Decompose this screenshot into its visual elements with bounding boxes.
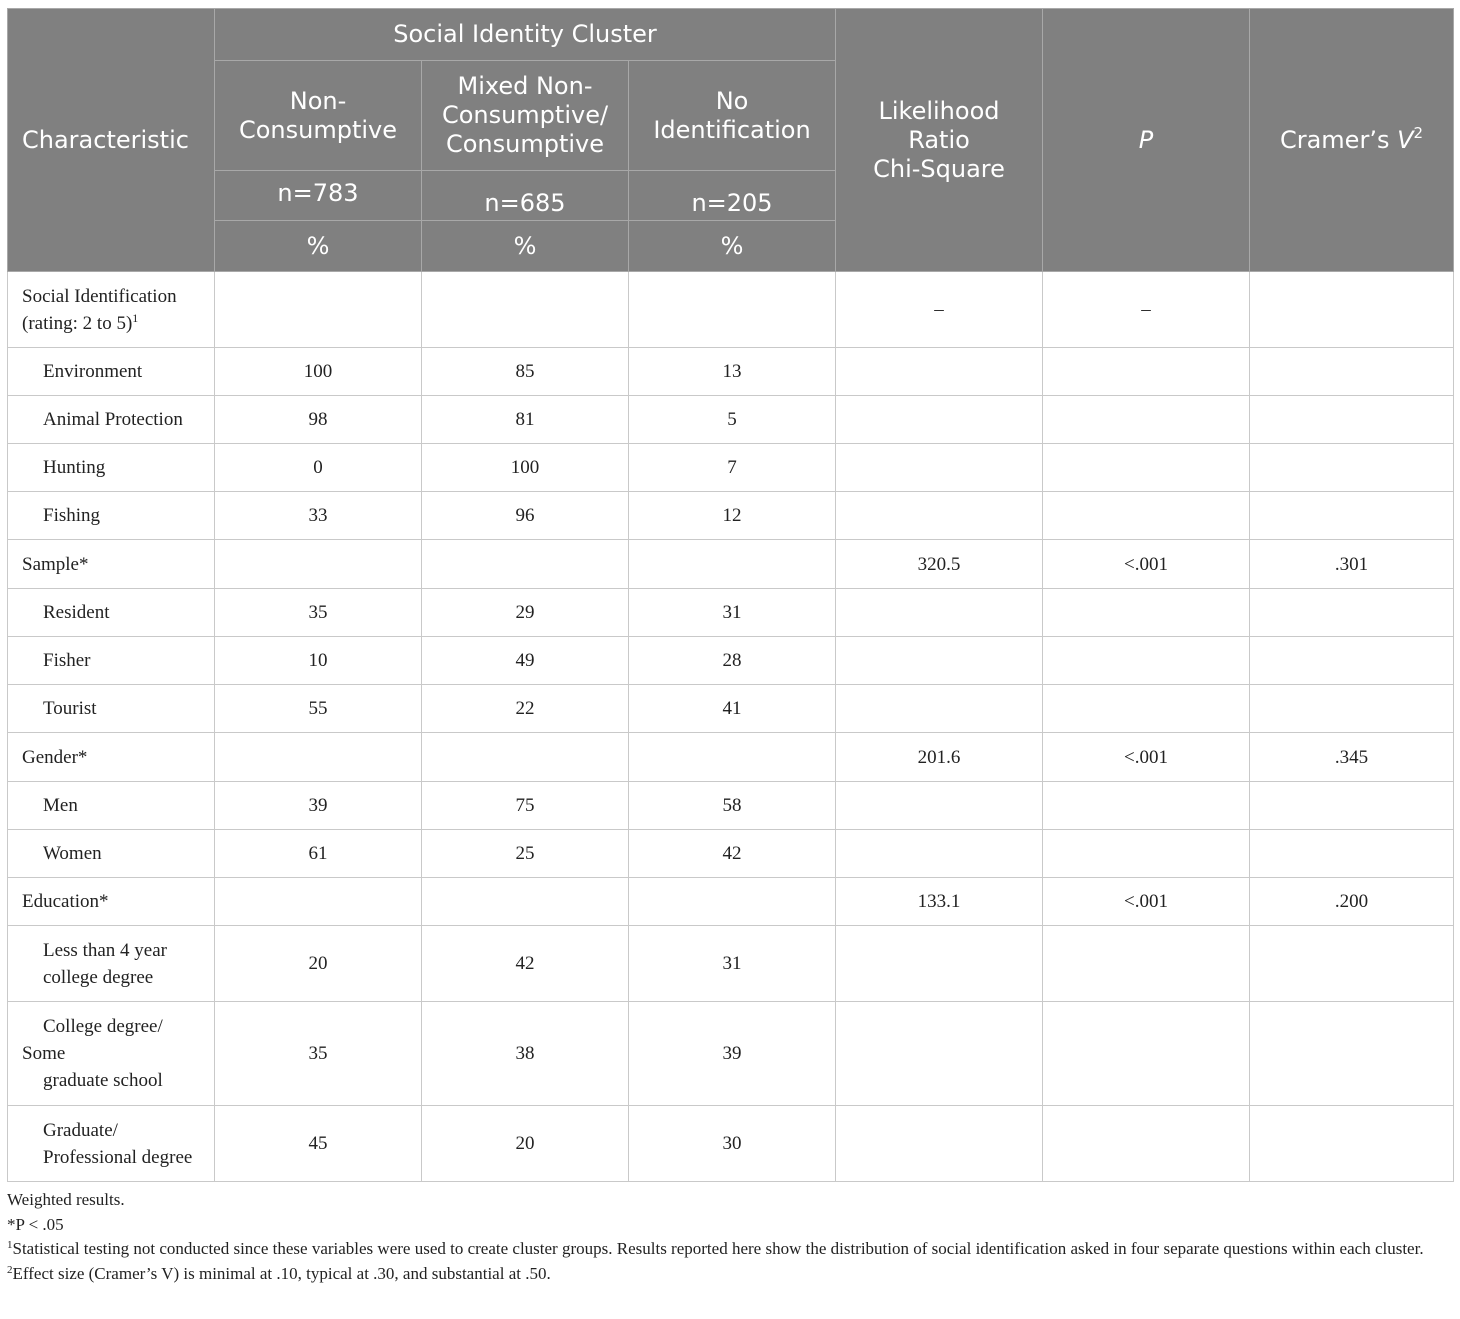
- cell-no-identification: 5: [629, 396, 836, 444]
- header-n3: n=205: [629, 171, 836, 221]
- cell-cramers-v: [1250, 1106, 1454, 1182]
- cell-p-value: [1043, 348, 1250, 396]
- header-p: [1043, 9, 1250, 272]
- cell-non-consumptive: 61: [215, 830, 422, 878]
- table-row: [8, 878, 1454, 926]
- row-label: [8, 444, 215, 492]
- row-label-line: Some: [22, 1043, 66, 1064]
- cell-p-value: [1043, 637, 1250, 685]
- cell-no-identification: 7: [629, 444, 836, 492]
- table-body: [8, 272, 1454, 1182]
- header-cramers-text: Cramer’s: [1279, 125, 1398, 154]
- row-label-line: College degree/: [43, 1016, 163, 1037]
- cell-likelihood-ratio: [836, 1002, 1043, 1106]
- row-label: [8, 1106, 215, 1182]
- cell-likelihood-ratio: 320.5: [836, 540, 1043, 589]
- cell-no-identification: 39: [629, 1002, 836, 1106]
- cell-no-identification: [629, 272, 836, 348]
- cell-likelihood-ratio: [836, 444, 1043, 492]
- header-p-text: P: [1138, 125, 1154, 154]
- cell-cramers-v: [1250, 1002, 1454, 1106]
- cell-mixed: [422, 733, 629, 782]
- cell-mixed: 25: [422, 830, 629, 878]
- note-2-marker: 2: [7, 1263, 13, 1276]
- cell-cramers-v: [1250, 396, 1454, 444]
- row-label-sup: 1: [132, 310, 139, 325]
- table-row: [8, 926, 1454, 1002]
- cell-mixed: 20: [422, 1106, 629, 1182]
- note-2-text: Effect size (Cramer’s V) is minimal at .10, typical at .30, and substantial at .50.: [12, 1263, 551, 1283]
- cell-likelihood-ratio: [836, 492, 1043, 540]
- cell-no-identification: 42: [629, 830, 836, 878]
- cell-mixed: 42: [422, 926, 629, 1002]
- cell-non-consumptive: 0: [215, 444, 422, 492]
- cell-mixed: 49: [422, 637, 629, 685]
- cell-mixed: [422, 540, 629, 589]
- table-row: [8, 733, 1454, 782]
- cell-mixed: [422, 878, 629, 926]
- cell-likelihood-ratio: 133.1: [836, 878, 1043, 926]
- cell-p-value: <.001: [1043, 733, 1250, 782]
- cell-likelihood-ratio: –: [836, 272, 1043, 348]
- cell-no-identification: [629, 733, 836, 782]
- cell-non-consumptive: 35: [215, 589, 422, 637]
- cell-non-consumptive: 100: [215, 348, 422, 396]
- table-row: [8, 492, 1454, 540]
- header-characteristic: Characteristic: [8, 9, 215, 272]
- cell-likelihood-ratio: [836, 782, 1043, 830]
- cell-likelihood-ratio: [836, 926, 1043, 1002]
- cell-mixed: 38: [422, 1002, 629, 1106]
- row-label: [8, 396, 215, 444]
- table-row: [8, 589, 1454, 637]
- cell-cramers-v: .345: [1250, 733, 1454, 782]
- cell-no-identification: 28: [629, 637, 836, 685]
- row-label-text: Animal Protection: [43, 409, 183, 430]
- cell-p-value: [1043, 396, 1250, 444]
- table-notes: [7, 1188, 1453, 1286]
- cell-no-identification: 31: [629, 926, 836, 1002]
- row-label: [8, 540, 215, 589]
- header-mixed: [422, 61, 629, 171]
- cell-non-consumptive: 33: [215, 492, 422, 540]
- row-label-text: Less than 4 year college degree: [43, 939, 167, 988]
- cell-likelihood-ratio: [836, 589, 1043, 637]
- cell-cramers-v: [1250, 685, 1454, 733]
- row-label: [8, 272, 215, 348]
- row-label: [8, 878, 215, 926]
- note-1-marker: 1: [7, 1239, 13, 1251]
- row-label: [8, 348, 215, 396]
- table-container: [7, 8, 1453, 1182]
- row-label: [8, 492, 215, 540]
- cell-non-consumptive: 98: [215, 396, 422, 444]
- cell-p-value: [1043, 685, 1250, 733]
- note-1-text: Statistical testing not conducted since these variables were used to create cluster groups. Results reported here show the distribution of social identification asked in four separate questions within each cluster.: [12, 1239, 1424, 1258]
- cell-non-consumptive: [215, 878, 422, 926]
- row-label: [8, 782, 215, 830]
- table-row: [8, 444, 1454, 492]
- row-label: [8, 733, 215, 782]
- row-label-text: Social Identification (rating: 2 to 5): [22, 285, 177, 334]
- table-row: [8, 1002, 1454, 1106]
- cell-mixed: 85: [422, 348, 629, 396]
- cell-mixed: 100: [422, 444, 629, 492]
- cell-non-consumptive: 35: [215, 1002, 422, 1106]
- cell-mixed: [422, 272, 629, 348]
- table-row: [8, 782, 1454, 830]
- row-label-line: graduate school: [43, 1070, 163, 1091]
- header-likelihood-ratio: [836, 9, 1043, 272]
- cell-cramers-v: .301: [1250, 540, 1454, 589]
- cell-non-consumptive: [215, 540, 422, 589]
- table-row: [8, 637, 1454, 685]
- header-mixed-text: Mixed Non- Consumptive/ Consumptive: [441, 72, 609, 158]
- cell-likelihood-ratio: 201.6: [836, 733, 1043, 782]
- row-label-text: Gender*: [22, 746, 88, 768]
- row-label: [8, 685, 215, 733]
- header-no-identification-text: No Identification: [653, 86, 811, 144]
- cell-p-value: [1043, 926, 1250, 1002]
- cell-cramers-v: [1250, 492, 1454, 540]
- row-label-text: Fishing: [43, 505, 101, 526]
- cell-mixed: 81: [422, 396, 629, 444]
- row-label: [8, 1002, 215, 1106]
- row-label-text: Resident: [43, 602, 110, 623]
- cell-likelihood-ratio: [836, 348, 1043, 396]
- row-label: [8, 637, 215, 685]
- cell-cramers-v: [1250, 830, 1454, 878]
- header-cluster: Social Identity Cluster: [215, 9, 836, 61]
- header-no-identification: [629, 61, 836, 171]
- row-label-text: Environment: [43, 361, 143, 382]
- cell-likelihood-ratio: [836, 396, 1043, 444]
- cell-non-consumptive: [215, 272, 422, 348]
- cell-no-identification: 30: [629, 1106, 836, 1182]
- cell-cramers-v: [1250, 348, 1454, 396]
- cell-non-consumptive: 10: [215, 637, 422, 685]
- cell-cramers-v: [1250, 637, 1454, 685]
- cell-no-identification: 31: [629, 589, 836, 637]
- cell-non-consumptive: [215, 733, 422, 782]
- table-row: [8, 830, 1454, 878]
- note-significance: *P < .05: [7, 1214, 64, 1234]
- header-n2: n=685: [422, 171, 629, 221]
- cell-no-identification: 58: [629, 782, 836, 830]
- cell-no-identification: 13: [629, 348, 836, 396]
- cell-p-value: [1043, 1106, 1250, 1182]
- cell-mixed: 29: [422, 589, 629, 637]
- note-weighted: Weighted results.: [7, 1190, 125, 1209]
- table-row: [8, 396, 1454, 444]
- row-label: [8, 830, 215, 878]
- header-non-consumptive-text: Non- Consumptive: [238, 86, 398, 144]
- cell-mixed: 96: [422, 492, 629, 540]
- cell-likelihood-ratio: [836, 637, 1043, 685]
- cell-non-consumptive: 55: [215, 685, 422, 733]
- cell-cramers-v: [1250, 926, 1454, 1002]
- row-label-text: Women: [43, 843, 102, 864]
- row-label-text: Men: [43, 795, 78, 816]
- cell-non-consumptive: 45: [215, 1106, 422, 1182]
- cell-cramers-v: [1250, 272, 1454, 348]
- header-non-consumptive: [215, 61, 422, 171]
- header-pct3: %: [629, 221, 836, 272]
- cell-likelihood-ratio: [836, 830, 1043, 878]
- cell-cramers-v: [1250, 782, 1454, 830]
- row-label-text: Graduate/ Professional degree: [43, 1119, 193, 1168]
- cell-mixed: 22: [422, 685, 629, 733]
- cell-cramers-v: [1250, 589, 1454, 637]
- cell-mixed: 75: [422, 782, 629, 830]
- header-likelihood-ratio-text: Likelihood Ratio Chi-Square: [873, 96, 1005, 183]
- header-cramers-v: [1250, 9, 1454, 272]
- row-label-text: Sample*: [22, 553, 89, 575]
- row-label-text: Hunting: [43, 457, 106, 478]
- cell-likelihood-ratio: [836, 685, 1043, 733]
- cell-no-identification: [629, 878, 836, 926]
- row-label: [8, 926, 215, 1002]
- cell-cramers-v: .200: [1250, 878, 1454, 926]
- header-n1: n=783: [215, 171, 422, 221]
- cell-p-value: [1043, 1002, 1250, 1106]
- table-row: [8, 272, 1454, 348]
- header-cramers-v-letter: V: [1397, 125, 1414, 154]
- cell-p-value: <.001: [1043, 540, 1250, 589]
- cell-p-value: [1043, 444, 1250, 492]
- cell-no-identification: 12: [629, 492, 836, 540]
- cell-p-value: [1043, 492, 1250, 540]
- table-row: [8, 1106, 1454, 1182]
- header-cramers-sup: 2: [1413, 123, 1424, 142]
- note-1: [7, 1237, 1453, 1262]
- cell-no-identification: 41: [629, 685, 836, 733]
- cell-p-value: [1043, 830, 1250, 878]
- cell-likelihood-ratio: [836, 1106, 1043, 1182]
- cell-p-value: [1043, 589, 1250, 637]
- row-label: [8, 589, 215, 637]
- cell-cramers-v: [1250, 444, 1454, 492]
- cell-non-consumptive: 20: [215, 926, 422, 1002]
- row-label-text: Fisher: [43, 650, 91, 671]
- table-row: [8, 540, 1454, 589]
- table-header: [8, 9, 1454, 272]
- row-label-text: Tourist: [43, 698, 97, 719]
- cell-non-consumptive: 39: [215, 782, 422, 830]
- results-table: [7, 8, 1454, 1182]
- cell-p-value: [1043, 782, 1250, 830]
- header-pct2: %: [422, 221, 629, 272]
- table-row: [8, 348, 1454, 396]
- cell-p-value: <.001: [1043, 878, 1250, 926]
- cell-no-identification: [629, 540, 836, 589]
- header-pct1: %: [215, 221, 422, 272]
- cell-p-value: –: [1043, 272, 1250, 348]
- row-label-text: Education*: [22, 891, 109, 912]
- table-row: [8, 685, 1454, 733]
- note-2: [7, 1262, 1453, 1287]
